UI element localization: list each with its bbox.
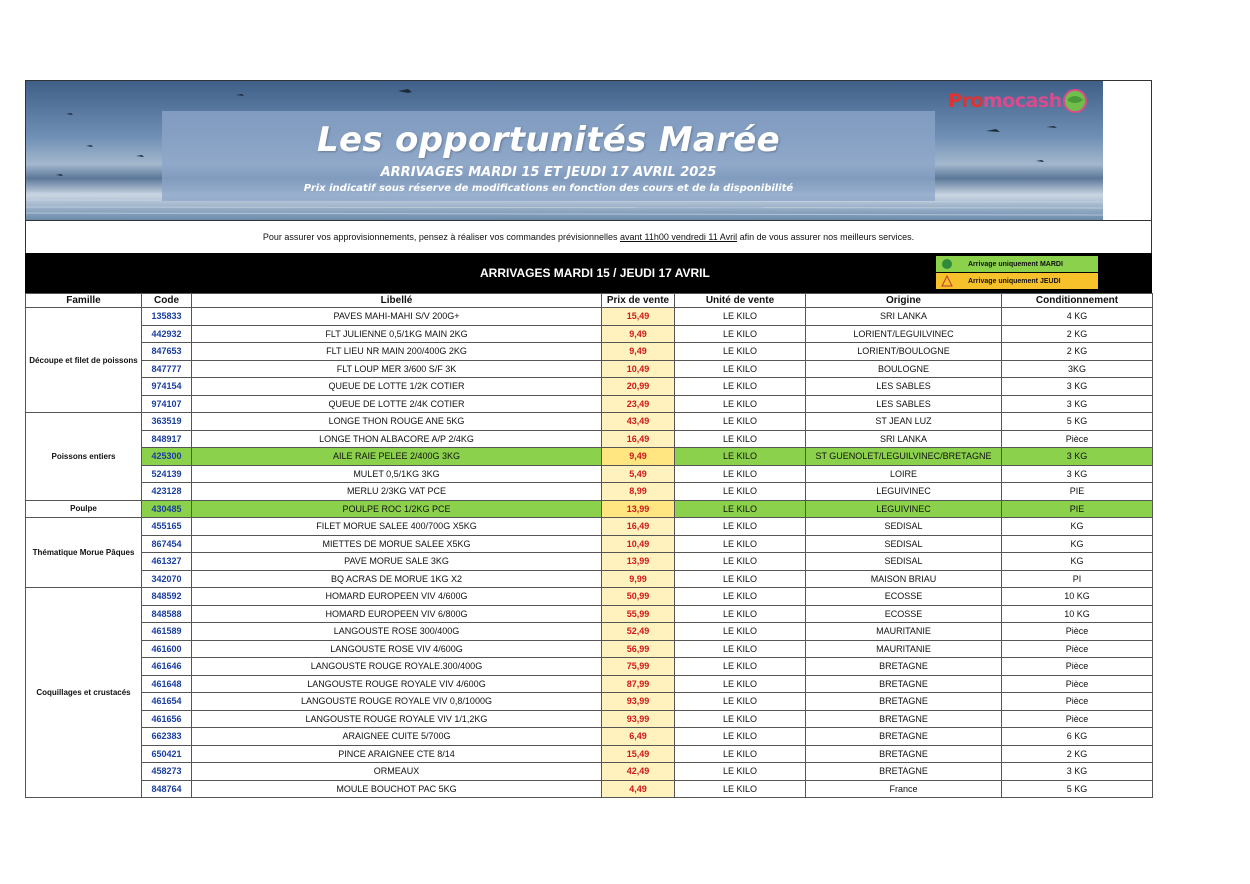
products-table — [25, 293, 1153, 798]
page-title: Les opportunités Marée — [317, 120, 780, 160]
product-label: QUEUE DE LOTTE 2/4K COTIER — [192, 395, 602, 413]
product-code: 847777 — [142, 360, 192, 378]
product-label: LANGOUSTE ROUGE ROYALE.300/400G — [192, 658, 602, 676]
product-unit: LE KILO — [675, 570, 806, 588]
legend-thursday — [936, 273, 1098, 289]
product-origin: France — [806, 780, 1002, 798]
product-code: 342070 — [142, 570, 192, 588]
product-price: 55,99 — [602, 605, 675, 623]
product-unit: LE KILO — [675, 483, 806, 501]
product-origin: LORIENT/LEGUILVINEC — [806, 325, 1002, 343]
table-row — [26, 710, 1153, 728]
product-price: 23,49 — [602, 395, 675, 413]
product-code: 461600 — [142, 640, 192, 658]
table-row — [26, 640, 1153, 658]
product-unit: LE KILO — [675, 763, 806, 781]
product-origin: LEGUIVINEC — [806, 500, 1002, 518]
product-code: 524139 — [142, 465, 192, 483]
product-label: AILE RAIE PELEE 2/400G 3KG — [192, 448, 602, 466]
table-row — [26, 518, 1153, 536]
product-origin: SRI LANKA — [806, 308, 1002, 326]
table-row — [26, 728, 1153, 746]
product-packaging: 10 KG — [1002, 588, 1153, 606]
product-price: 9,49 — [602, 448, 675, 466]
product-price: 15,49 — [602, 745, 675, 763]
table-row — [26, 693, 1153, 711]
product-origin: LEGUIVINEC — [806, 483, 1002, 501]
product-origin: BRETAGNE — [806, 763, 1002, 781]
product-origin: BRETAGNE — [806, 710, 1002, 728]
product-unit: LE KILO — [675, 518, 806, 536]
table-row — [26, 325, 1153, 343]
legend — [936, 256, 1098, 290]
product-code: 974154 — [142, 378, 192, 396]
product-unit: LE KILO — [675, 710, 806, 728]
product-price: 10,49 — [602, 535, 675, 553]
header-code: Code — [142, 294, 192, 308]
product-price: 43,49 — [602, 413, 675, 431]
product-origin: ECOSSE — [806, 605, 1002, 623]
family-cell: Découpe et filet de poissons — [26, 308, 142, 413]
product-origin: LES SABLES — [806, 378, 1002, 396]
product-unit: LE KILO — [675, 675, 806, 693]
product-unit: LE KILO — [675, 605, 806, 623]
product-packaging: KG — [1002, 553, 1153, 571]
legend-thursday-label: Arrivage uniquement JEUDI — [968, 277, 1061, 285]
logo-text-pro: Pro — [948, 90, 983, 112]
green-dot-icon — [940, 257, 954, 271]
product-unit: LE KILO — [675, 693, 806, 711]
product-label: ARAIGNEE CUITE 5/700G — [192, 728, 602, 746]
product-unit: LE KILO — [675, 448, 806, 466]
product-origin: BRETAGNE — [806, 728, 1002, 746]
product-label: LANGOUSTE ROUGE ROYALE VIV 1/1,2KG — [192, 710, 602, 728]
product-price: 10,49 — [602, 360, 675, 378]
product-origin: LORIENT/BOULOGNE — [806, 343, 1002, 361]
table-row — [26, 465, 1153, 483]
product-label: POULPE ROC 1/2KG PCE — [192, 500, 602, 518]
table-row — [26, 553, 1153, 571]
table-row — [26, 413, 1153, 431]
promocash-logo — [948, 87, 1088, 115]
product-label: QUEUE DE LOTTE 1/2K COTIER — [192, 378, 602, 396]
logo-text-rest: mocash — [982, 90, 1062, 112]
product-code: 461589 — [142, 623, 192, 641]
header-famille: Famille — [26, 294, 142, 308]
product-label: MULET 0,5/1KG 3KG — [192, 465, 602, 483]
product-origin: SRI LANKA — [806, 430, 1002, 448]
product-price: 16,49 — [602, 518, 675, 536]
product-packaging: 2 KG — [1002, 325, 1153, 343]
product-label: LANGOUSTE ROSE 300/400G — [192, 623, 602, 641]
product-price: 13,99 — [602, 553, 675, 571]
product-code: 847653 — [142, 343, 192, 361]
product-origin: BRETAGNE — [806, 658, 1002, 676]
product-price: 20,99 — [602, 378, 675, 396]
product-code: 455165 — [142, 518, 192, 536]
product-code: 848764 — [142, 780, 192, 798]
table-row — [26, 763, 1153, 781]
product-label: HOMARD EUROPEEN VIV 4/600G — [192, 588, 602, 606]
product-packaging: KG — [1002, 518, 1153, 536]
product-price: 87,99 — [602, 675, 675, 693]
product-unit: LE KILO — [675, 780, 806, 798]
product-label: ORMEAUX — [192, 763, 602, 781]
product-unit: LE KILO — [675, 395, 806, 413]
product-packaging: 10 KG — [1002, 605, 1153, 623]
order-notice — [25, 221, 1152, 253]
arrivals-header-bar — [25, 253, 1152, 293]
product-unit: LE KILO — [675, 588, 806, 606]
product-price: 15,49 — [602, 308, 675, 326]
product-packaging: Pièce — [1002, 693, 1153, 711]
table-row — [26, 535, 1153, 553]
product-label: FLT LOUP MER 3/600 S/F 3K — [192, 360, 602, 378]
product-price: 6,49 — [602, 728, 675, 746]
product-unit: LE KILO — [675, 658, 806, 676]
product-price: 8,99 — [602, 483, 675, 501]
product-code: 423128 — [142, 483, 192, 501]
table-row — [26, 395, 1153, 413]
header-libelle: Libellé — [192, 294, 602, 308]
product-unit: LE KILO — [675, 378, 806, 396]
product-price: 52,49 — [602, 623, 675, 641]
product-code: 848588 — [142, 605, 192, 623]
product-unit: LE KILO — [675, 465, 806, 483]
warning-triangle-icon — [940, 274, 954, 288]
product-code: 848917 — [142, 430, 192, 448]
product-price: 75,99 — [602, 658, 675, 676]
family-cell: Poulpe — [26, 500, 142, 518]
product-packaging: Pièce — [1002, 675, 1153, 693]
product-origin: LOIRE — [806, 465, 1002, 483]
product-code: 458273 — [142, 763, 192, 781]
product-packaging: 6 KG — [1002, 728, 1153, 746]
product-unit: LE KILO — [675, 360, 806, 378]
product-origin: ST GUENOLET/LEGUILVINEC/BRETAGNE — [806, 448, 1002, 466]
product-label: LANGOUSTE ROSE VIV 4/600G — [192, 640, 602, 658]
product-unit: LE KILO — [675, 308, 806, 326]
price-disclaimer: Prix indicatif sous réserve de modifications en fonction des cours et de la disponibilité — [303, 183, 794, 194]
notice-text-start: Pour assurer vos approvisionnements, pensez à réaliser vos commandes prévisionnelles — [262, 232, 620, 242]
product-packaging: 5 KG — [1002, 780, 1153, 798]
product-unit: LE KILO — [675, 728, 806, 746]
product-packaging: 3 KG — [1002, 395, 1153, 413]
product-origin: LES SABLES — [806, 395, 1002, 413]
family-cell: Poissons entiers — [26, 413, 142, 501]
header-prix: Prix de vente — [602, 294, 675, 308]
header-origine: Origine — [806, 294, 1002, 308]
product-code: 974107 — [142, 395, 192, 413]
product-label: FILET MORUE SALEE 400/700G X5KG — [192, 518, 602, 536]
table-row — [26, 570, 1153, 588]
product-label: FLT JULIENNE 0,5/1KG MAIN 2KG — [192, 325, 602, 343]
product-code: 461654 — [142, 693, 192, 711]
table-row — [26, 605, 1153, 623]
product-price: 5,49 — [602, 465, 675, 483]
product-unit: LE KILO — [675, 413, 806, 431]
table-row — [26, 780, 1153, 798]
product-price: 56,99 — [602, 640, 675, 658]
product-packaging: Pièce — [1002, 430, 1153, 448]
table-row — [26, 448, 1153, 466]
product-packaging: 3 KG — [1002, 465, 1153, 483]
product-packaging: PI — [1002, 570, 1153, 588]
product-origin: MAURITANIE — [806, 623, 1002, 641]
product-code: 461327 — [142, 553, 192, 571]
product-code: 662383 — [142, 728, 192, 746]
product-code: 135833 — [142, 308, 192, 326]
header-conditionnement: Conditionnement — [1002, 294, 1153, 308]
product-code: 461646 — [142, 658, 192, 676]
product-unit: LE KILO — [675, 745, 806, 763]
table-header-row — [26, 294, 1153, 308]
product-price: 4,49 — [602, 780, 675, 798]
product-code: 461656 — [142, 710, 192, 728]
product-code: 442932 — [142, 325, 192, 343]
product-label: FLT LIEU NR MAIN 200/400G 2KG — [192, 343, 602, 361]
globe-icon — [1062, 88, 1088, 114]
logo-text — [948, 90, 1062, 112]
product-price: 13,99 — [602, 500, 675, 518]
table-row — [26, 658, 1153, 676]
product-packaging: 2 KG — [1002, 745, 1153, 763]
family-cell: Thématique Morue Pâques — [26, 518, 142, 588]
product-origin: MAURITANIE — [806, 640, 1002, 658]
product-unit: LE KILO — [675, 535, 806, 553]
product-packaging: 3 KG — [1002, 378, 1153, 396]
product-label: MOULE BOUCHOT PAC 5KG — [192, 780, 602, 798]
product-label: LANGOUSTE ROUGE ROYALE VIV 4/600G — [192, 675, 602, 693]
product-code: 650421 — [142, 745, 192, 763]
table-body — [26, 308, 1153, 798]
table-row — [26, 430, 1153, 448]
product-price: 9,99 — [602, 570, 675, 588]
product-price: 50,99 — [602, 588, 675, 606]
banner — [25, 80, 1152, 221]
header-unite: Unité de vente — [675, 294, 806, 308]
arrivals-title: ARRIVAGES MARDI 15 / JEUDI 17 AVRIL — [480, 266, 710, 280]
product-packaging: Pièce — [1002, 658, 1153, 676]
table-row — [26, 483, 1153, 501]
product-origin: BRETAGNE — [806, 745, 1002, 763]
product-unit: LE KILO — [675, 500, 806, 518]
product-label: LANGOUSTE ROUGE ROYALE VIV 0,8/1000G — [192, 693, 602, 711]
title-panel — [162, 111, 935, 201]
product-packaging: 2 KG — [1002, 343, 1153, 361]
table-row — [26, 378, 1153, 396]
product-price: 42,49 — [602, 763, 675, 781]
product-code: 461648 — [142, 675, 192, 693]
product-packaging: 3 KG — [1002, 763, 1153, 781]
product-origin: BRETAGNE — [806, 675, 1002, 693]
product-packaging: 3 KG — [1002, 448, 1153, 466]
product-packaging: PIE — [1002, 500, 1153, 518]
product-packaging: Pièce — [1002, 640, 1153, 658]
product-packaging: 5 KG — [1002, 413, 1153, 431]
product-code: 867454 — [142, 535, 192, 553]
product-packaging: 3KG — [1002, 360, 1153, 378]
product-origin: ST JEAN LUZ — [806, 413, 1002, 431]
product-packaging: 4 KG — [1002, 308, 1153, 326]
table-row — [26, 745, 1153, 763]
product-origin: SEDISAL — [806, 518, 1002, 536]
table-row — [26, 623, 1153, 641]
page-subtitle: ARRIVAGES MARDI 15 ET JEUDI 17 AVRIL 2025 — [380, 165, 717, 180]
table-row — [26, 588, 1153, 606]
notice-text-end: afin de vous assurer nos meilleurs services. — [737, 232, 915, 242]
legend-tuesday-label: Arrivage uniquement MARDI — [968, 260, 1063, 268]
product-packaging: PIE — [1002, 483, 1153, 501]
product-unit: LE KILO — [675, 430, 806, 448]
table-row — [26, 675, 1153, 693]
product-unit: LE KILO — [675, 325, 806, 343]
document-page — [25, 80, 1152, 796]
product-label: LONGE THON ROUGE ANE 5KG — [192, 413, 602, 431]
product-origin: ECOSSE — [806, 588, 1002, 606]
product-price: 9,49 — [602, 325, 675, 343]
product-unit: LE KILO — [675, 640, 806, 658]
product-origin: BOULOGNE — [806, 360, 1002, 378]
product-label: PAVES MAHI-MAHI S/V 200G+ — [192, 308, 602, 326]
product-packaging: Pièce — [1002, 623, 1153, 641]
product-code: 430485 — [142, 500, 192, 518]
product-code: 848592 — [142, 588, 192, 606]
product-unit: LE KILO — [675, 623, 806, 641]
product-label: PINCE ARAIGNEE CTE 8/14 — [192, 745, 602, 763]
product-price: 93,99 — [602, 693, 675, 711]
product-code: 363519 — [142, 413, 192, 431]
product-origin: BRETAGNE — [806, 693, 1002, 711]
product-label: MERLU 2/3KG VAT PCE — [192, 483, 602, 501]
product-origin: SEDISAL — [806, 553, 1002, 571]
family-cell: Coquillages et crustacés — [26, 588, 142, 798]
product-unit: LE KILO — [675, 343, 806, 361]
notice-deadline: avant 11h00 vendredi 11 Avril — [620, 232, 738, 242]
table-row — [26, 500, 1153, 518]
table-row — [26, 308, 1153, 326]
table-row — [26, 343, 1153, 361]
product-packaging: Pièce — [1002, 710, 1153, 728]
product-label: PAVE MORUE SALE 3KG — [192, 553, 602, 571]
product-price: 93,99 — [602, 710, 675, 728]
product-origin: MAISON BRIAU — [806, 570, 1002, 588]
product-label: LONGE THON ALBACORE A/P 2/4KG — [192, 430, 602, 448]
product-label: MIETTES DE MORUE SALEE X5KG — [192, 535, 602, 553]
product-unit: LE KILO — [675, 553, 806, 571]
product-label: BQ ACRAS DE MORUE 1KG X2 — [192, 570, 602, 588]
legend-tuesday — [936, 256, 1098, 272]
product-code: 425300 — [142, 448, 192, 466]
product-price: 9,49 — [602, 343, 675, 361]
product-origin: SEDISAL — [806, 535, 1002, 553]
product-label: HOMARD EUROPEEN VIV 6/800G — [192, 605, 602, 623]
table-row — [26, 360, 1153, 378]
product-packaging: KG — [1002, 535, 1153, 553]
product-price: 16,49 — [602, 430, 675, 448]
